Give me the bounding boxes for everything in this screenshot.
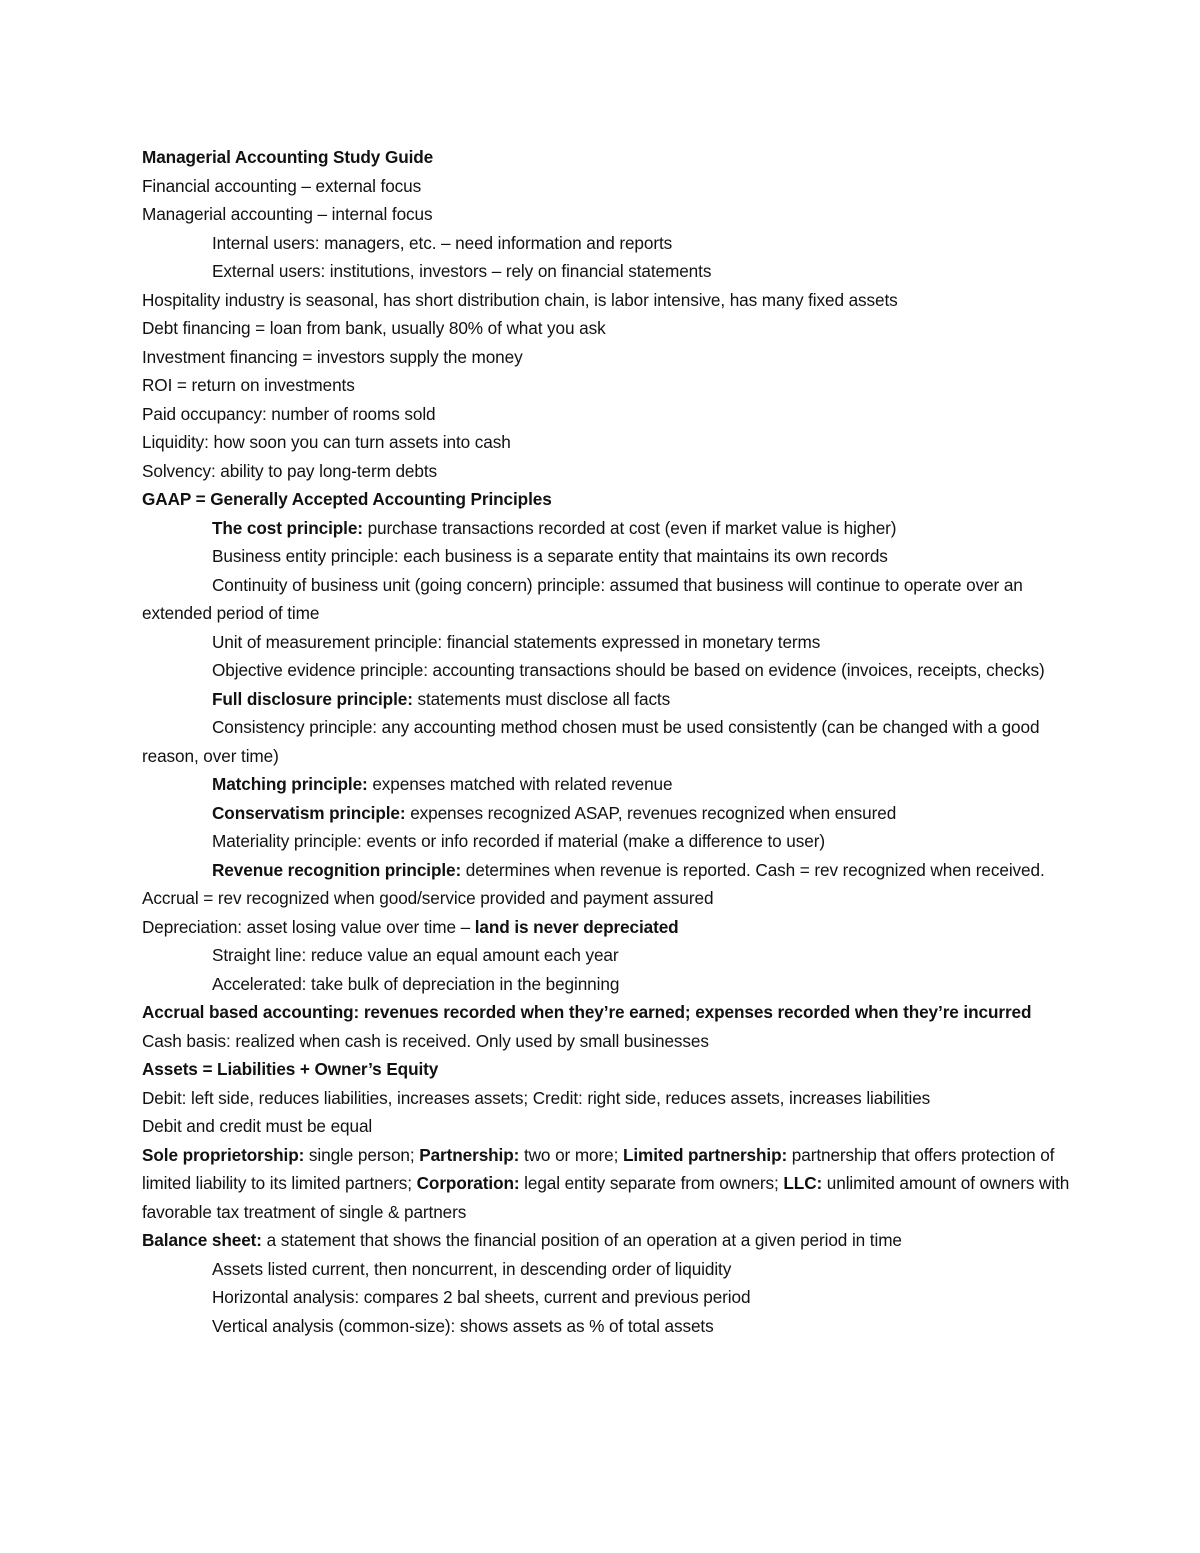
- text-line: Solvency: ability to pay long-term debts: [142, 460, 438, 481]
- accounting-equation: Assets = Liabilities + Owner’s Equity: [142, 1059, 439, 1079]
- business-types-paragraph: Sole proprietorship: single person; Partnership: two or more; Limited partnership: partnership that offers protection of limited liability to its limited partners; Corporation: legal entity separate from owners; LLC: unlimited amount of owners with favorable tax treatment of single & partners: [142, 1144, 1070, 1222]
- text-line: Internal users: managers, etc. – need information and reports: [212, 232, 673, 253]
- debit-credit-line: Debit: left side, reduces liabilities, increases assets; Credit: right side, reduces assets, increases liabilities: [142, 1087, 931, 1108]
- business-entity-principle: Business entity principle: each business is a separate entity that maintains its own records: [212, 546, 888, 566]
- accelerated-item: Accelerated: take bulk of depreciation in the beginning: [212, 973, 620, 994]
- full-disclosure-principle: Full disclosure principle: statements must disclose all facts: [212, 688, 671, 709]
- text-line: Paid occupancy: number of rooms sold: [142, 403, 436, 424]
- materiality-principle: Materiality principle: events or info recorded if material (make a difference to user): [212, 831, 825, 851]
- horizontal-analysis-item: Horizontal analysis: compares 2 bal sheets, current and previous period: [212, 1287, 751, 1307]
- revenue-recognition-principle: Revenue recognition principle: determines when revenue is reported. Cash = rev recognized when received. Accrual = rev recognized when good/service provided and payment assured: [142, 859, 1045, 908]
- consistency-principle: Consistency principle: any accounting method chosen must be used consistently (can be changed with a good reason, over time): [142, 717, 1040, 766]
- conservatism-principle: Conservatism principle: expenses recognized ASAP, revenues recognized when ensured: [212, 802, 897, 823]
- depreciation-line: Depreciation: asset losing value over time – land is never depreciated: [142, 916, 679, 937]
- text-line: External users: institutions, investors – rely on financial statements: [212, 261, 712, 281]
- matching-principle: Matching principle: expenses matched with related revenue: [212, 774, 673, 794]
- cost-principle: The cost principle: purchase transactions recorded at cost (even if market value is higher): [212, 517, 897, 538]
- text-line: Financial accounting – external focus: [142, 175, 422, 196]
- text-line: Liquidity: how soon you can turn assets into cash: [142, 432, 511, 452]
- measurement-principle: Unit of measurement principle: financial statements expressed in monetary terms: [212, 631, 821, 652]
- text-line: Debt financing = loan from bank, usually 80% of what you ask: [142, 318, 606, 338]
- document-body: [142, 143, 1072, 1340]
- assets-order-item: Assets listed current, then noncurrent, in descending order of liquidity: [212, 1258, 732, 1279]
- vertical-analysis-item: Vertical analysis (common-size): shows assets as % of total assets: [212, 1315, 714, 1336]
- straight-line-item: Straight line: reduce value an equal amount each year: [212, 945, 619, 965]
- continuity-principle: Continuity of business unit (going concern) principle: assumed that business will continue to operate over an extended period of time: [142, 574, 1023, 623]
- gaap-heading: GAAP = Generally Accepted Accounting Principles: [142, 489, 552, 509]
- text-line: Managerial accounting – internal focus: [142, 204, 433, 224]
- text-line: ROI = return on investments: [142, 375, 355, 395]
- objective-evidence-principle: Objective evidence principle: accounting transactions should be based on evidence (invoices, receipts, checks): [212, 660, 1045, 680]
- balance-sheet-line: Balance sheet: a statement that shows the financial position of an operation at a given period in time: [142, 1230, 902, 1250]
- accrual-heading: Accrual based accounting: revenues recorded when they’re earned; expenses recorded when they’re incurred: [142, 1002, 1032, 1022]
- text-line: Hospitality industry is seasonal, has short distribution chain, is labor intensive, has many fixed assets: [142, 289, 898, 310]
- cash-basis-line: Cash basis: realized when cash is received. Only used by small businesses: [142, 1030, 709, 1051]
- page-title: Managerial Accounting Study Guide: [142, 147, 434, 167]
- text-line: Investment financing = investors supply the money: [142, 346, 523, 367]
- debit-credit-equal-line: Debit and credit must be equal: [142, 1116, 373, 1136]
